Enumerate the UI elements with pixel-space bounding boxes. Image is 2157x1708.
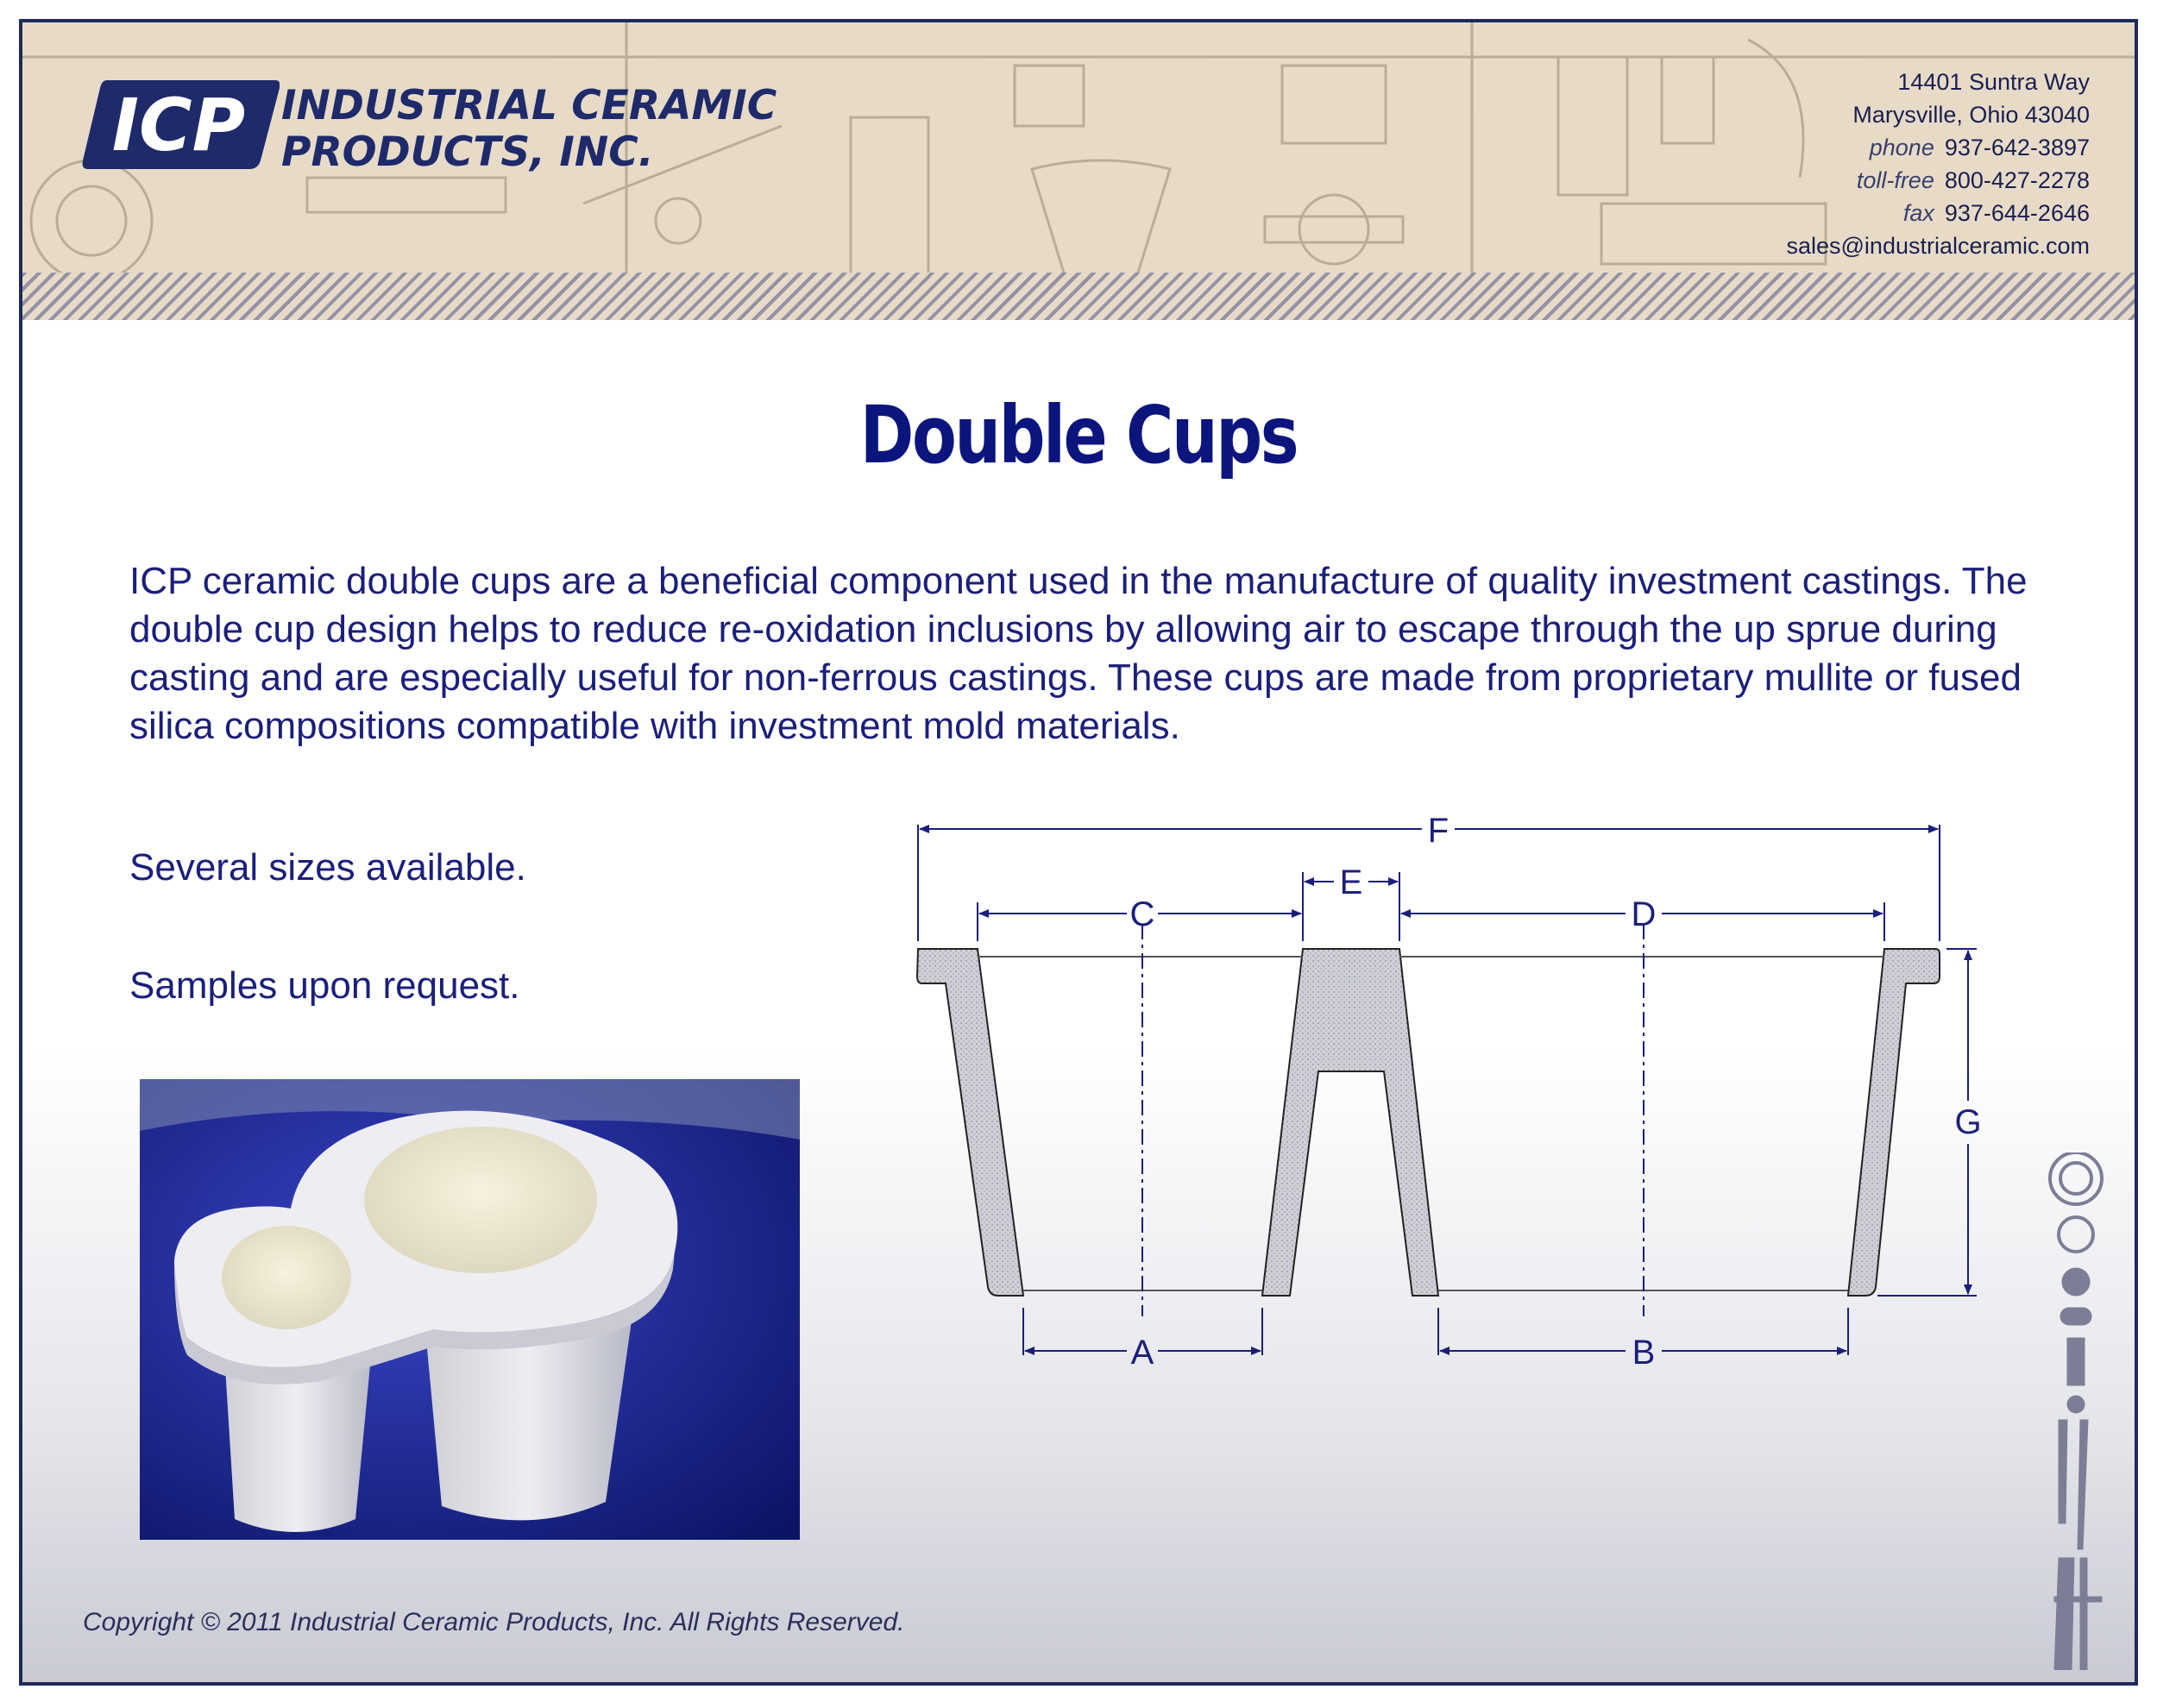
copyright-footer: Copyright © 2011 Industrial Ceramic Products, Inc. All Rights Reserved. [83, 1608, 905, 1636]
tollfree-label: toll-free [1856, 167, 1934, 193]
product-description: ICP ceramic double cups are a beneficial component used in the manufacture of quality investment castings. The double cup design helps to reduce re-oxidation inclusions by allowing air to escape through the up sprue during casting and are especially useful for non-ferrous castings. These cups are made from proprietary mullite or fused silica compositions compatible with investment mold materials. [129, 560, 2028, 747]
dim-label-g: G [1954, 1103, 1982, 1141]
left-wall [917, 949, 1023, 1296]
dim-label-c: C [1129, 895, 1155, 933]
fax-number: 937-644-2646 [1944, 200, 2090, 226]
company-name-line2: PRODUCTS, INC. [281, 129, 654, 176]
dim-label-d: D [1631, 895, 1657, 933]
dimension-diagram [22, 22, 2138, 1686]
email-link[interactable]: sales@industrialceramic.com [1786, 233, 2090, 259]
address-line2: Marysville, Ohio 43040 [1852, 102, 2090, 128]
dim-label-f: F [1427, 812, 1450, 850]
decorative-ornament-icon [2033, 1152, 2119, 1670]
phone-label: phone [1869, 135, 1934, 160]
dim-label-e: E [1339, 863, 1363, 901]
samples-note: Samples upon request. [129, 964, 520, 1007]
dim-label-a: A [1130, 1334, 1154, 1372]
page-frame [19, 19, 2138, 1686]
address-line1: 14401 Suntra Way [1897, 69, 2090, 95]
logo-text: ICP [111, 83, 246, 167]
phone-number[interactable]: 937-642-3897 [1944, 135, 2090, 160]
dim-label-b: B [1632, 1334, 1656, 1372]
sizes-note: Several sizes available. [129, 846, 526, 889]
center-divider [1262, 949, 1438, 1296]
page-title: Double Cups [859, 389, 1298, 481]
tollfree-number[interactable]: 800-427-2278 [1944, 167, 2090, 193]
company-name-line1: INDUSTRIAL CERAMIC [281, 82, 777, 129]
right-wall [1848, 949, 1940, 1296]
fax-label: fax [1902, 200, 1934, 226]
